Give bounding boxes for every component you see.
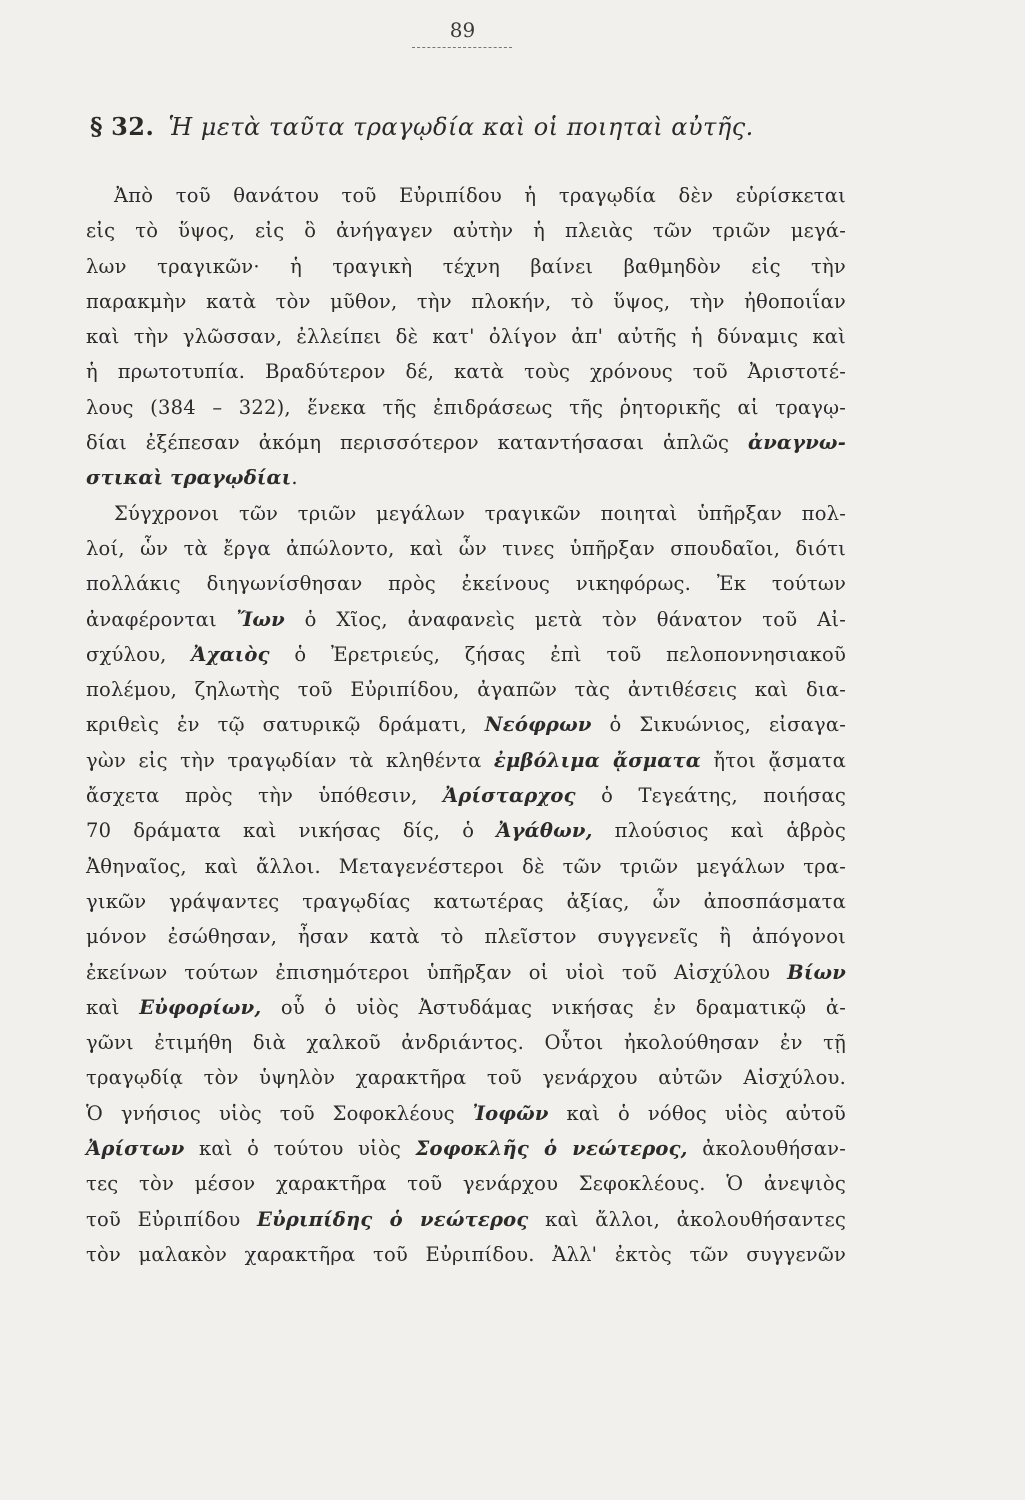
text-line [86,1202,846,1237]
text-span: . [291,466,298,490]
text-span: ὁ Ἐρετριεύς, ζήσας ἐπὶ τοῦ πελοποννησιακοῦ [269,642,846,666]
text-span: Ἀθηναῖος, καὶ ἄλλοι. Μεταγενέστεροι δὲ τῶν τριῶν μεγάλων τρα- [86,854,846,878]
header-rule [412,47,512,48]
emphasized-name: Ἀρίστων [86,1137,185,1161]
text-line [86,743,846,778]
text-span: μόνον ἐσώθησαν, ἦσαν κατὰ τὸ πλεῖστον συγγενεῖς ἢ ἀπόγονοι [86,925,846,949]
text-line [86,955,846,990]
text-span: ἀκολουθήσαν- [687,1137,846,1161]
page-number: 89 [449,18,476,42]
text-line [86,849,846,884]
text-span: τοῦ Εὐριπίδου [86,1207,258,1231]
text-line [86,178,846,213]
emphasized-name: Σοφοκλῆς ὁ νεώτερος, [415,1137,688,1161]
text-line [86,1096,846,1131]
text-span: γικῶν γράψαντες τραγῳδίας κατωτέρας ἀξίας, ὧν ἀποσπάσματα [86,889,846,913]
text-line [86,672,846,707]
text-line [86,249,846,284]
text-line [86,566,846,601]
text-line [86,1060,846,1095]
emphasized-name: Ἰοφῶν [472,1101,549,1125]
text-span: λους (384 – 322), ἕνεκα τῆς ἐπιδράσεως τῆς ῥητορικῆς αἱ τραγῳ- [86,395,846,419]
text-span: σχύλου, [86,642,192,666]
text-span: τες τὸν μέσον χαρακτῆρα τοῦ γενάρχου Σεφοκλέους. Ὁ ἀνεψιὸς [86,1172,846,1196]
text-line [86,884,846,919]
text-span: Ὁ γνήσιος υἱὸς τοῦ Σοφοκλέους [86,1101,473,1125]
section-mark: § [90,112,104,141]
text-span: τὸν μαλακὸν χαρακτῆρα τοῦ Εὐριπίδου. Ἀλλ' ἐκτὸς τῶν συγγενῶν [86,1242,846,1266]
text-span: γὼν εἰς τὴν τραγῳδίαν τὰ κληθέντα [86,748,494,772]
text-line [86,354,846,389]
text-span: πλούσιος καὶ ἁβρὸς [592,819,846,843]
text-span: ἄσχετα πρὸς τὴν ὑπόθεσιν, [86,784,443,808]
emphasized-name: Ἀρίσταρχος [442,784,576,808]
text-span: πολέμου, ζηλωτὴς τοῦ Εὐριπίδου, ἀγαπῶν τὰς ἀντιθέσεις καὶ δια- [86,678,846,702]
section-number: 32. [111,112,155,141]
text-span: καὶ ὁ νόθος υἱὸς αὐτοῦ [548,1101,846,1125]
text-span: γῶνι ἐτιμήθη διὰ χαλκοῦ ἀνδριάντος. Οὗτοι ἠκολούθησαν ἐν τῇ [86,1031,846,1055]
text-span: οὗ ὁ υἱὸς Ἀστυδάμας νικήσας ἐν δραματικῷ ἀ- [261,995,846,1019]
text-line [86,1237,846,1272]
text-line [86,390,846,425]
text-span: ἡ πρωτοτυπία. Βραδύτερον δέ, κατὰ τοὺς χρόνους τοῦ Ἀριστοτέ- [86,360,846,384]
text-span: ὁ Σικυώνιος, εἰσαγα- [591,713,846,737]
text-line [86,213,846,248]
text-span: Ἀπὸ τοῦ θανάτου τοῦ Εὐριπίδου ἡ τραγῳδία δὲν εὑρίσκεται [114,184,846,207]
text-span: καὶ [86,995,140,1019]
emphasized-name: Νεόφρων [484,713,592,737]
text-span: 70 δράματα καὶ νικήσας δίς, ὁ [86,819,497,843]
text-line [86,602,846,637]
emphasized-name: Εὐριπίδης ὁ νεώτερος [257,1207,529,1231]
text-span: ὁ Χῖος, ἀναφανεὶς μετὰ τὸν θάνατον τοῦ Αἰ- [284,607,846,631]
section-heading [90,112,850,141]
body-text [86,178,846,1272]
text-line [86,1166,846,1201]
emphasized-name: Εὐφορίων, [139,995,262,1019]
text-line [86,319,846,354]
emphasized-name: ἐμβόλιμα ᾄσματα [493,748,701,772]
text-span: ἀναφέρονται [86,607,237,631]
text-line [86,707,846,742]
text-line [86,637,846,672]
text-span: καὶ ἄλλοι, ἀκολουθήσαντες [528,1207,847,1231]
text-line [86,813,846,848]
text-line [86,1025,846,1060]
text-line [86,460,846,495]
text-line [86,496,846,531]
text-span: ἐκείνων τούτων ἐπισημότεροι ὑπῆρξαν οἱ υἱοὶ τοῦ Αἰσχύλου [86,960,788,984]
emphasized-name: Ἀγάθων, [496,819,593,843]
text-span: κριθεὶς ἐν τῷ σατυρικῷ δράματι, [86,713,485,737]
text-span: ὁ Τεγεάτης, ποιήσας [575,784,846,808]
emphasized-name: στικαὶ τραγῳδίαι [86,466,292,490]
text-line [86,990,846,1025]
text-line [86,284,846,319]
emphasized-name: Βίων [787,960,846,984]
section-title: Ἡ μετὰ ταῦτα τραγῳδία καὶ οἱ ποιηταὶ αὐτῆς. [168,113,754,141]
text-span: καὶ τὴν γλῶσσαν, ἐλλείπει δὲ κατ' ὀλίγον ἀπ' αὐτῆς ἡ δύναμις καὶ [86,325,846,349]
text-span: πολλάκις διηγωνίσθησαν πρὸς ἐκείνους νικηφόρως. Ἐκ τούτων [86,572,846,596]
emphasized-name: Ἴων [236,607,285,631]
text-span: ἤτοι ᾄσματα [700,748,847,772]
text-span: καὶ ὁ τούτου υἱὸς [184,1137,416,1161]
text-span: παρακμὴν κατὰ τὸν μῦθον, τὴν πλοκήν, τὸ ὕψος, τὴν ἠθοποιΐαν [86,289,846,313]
text-span: εἰς τὸ ὕψος, εἰς ὃ ἀνήγαγεν αὐτὴν ἡ πλειὰς τῶν τριῶν μεγά- [86,219,846,243]
text-span: δίαι ἐξέπεσαν ἀκόμη περισσότερον καταντήσασαι ἁπλῶς [86,431,748,455]
text-span: Σύγχρονοι τῶν τριῶν μεγάλων τραγικῶν ποιηταὶ ὑπῆρξαν πολ- [114,501,846,525]
emphasized-name: Ἀχαιὸς [191,642,270,666]
text-line [86,1131,846,1166]
text-line [86,919,846,954]
text-line [86,531,846,566]
emphasized-name: ἀναγνω- [747,431,846,455]
text-span: λων τραγικῶν· ἡ τραγικὴ τέχνη βαίνει βαθμηδὸν εἰς τὴν [86,254,846,278]
text-line [86,778,846,813]
text-span: τραγῳδίᾳ τὸν ὑψηλὸν χαρακτῆρα τοῦ γενάρχου αὐτῶν Αἰσχύλου. [86,1066,846,1090]
text-span: λοί, ὧν τὰ ἔργα ἀπώλοντο, καὶ ὧν τινες ὑπῆρξαν σπουδαῖοι, διότι [86,536,846,560]
text-line [86,425,846,460]
